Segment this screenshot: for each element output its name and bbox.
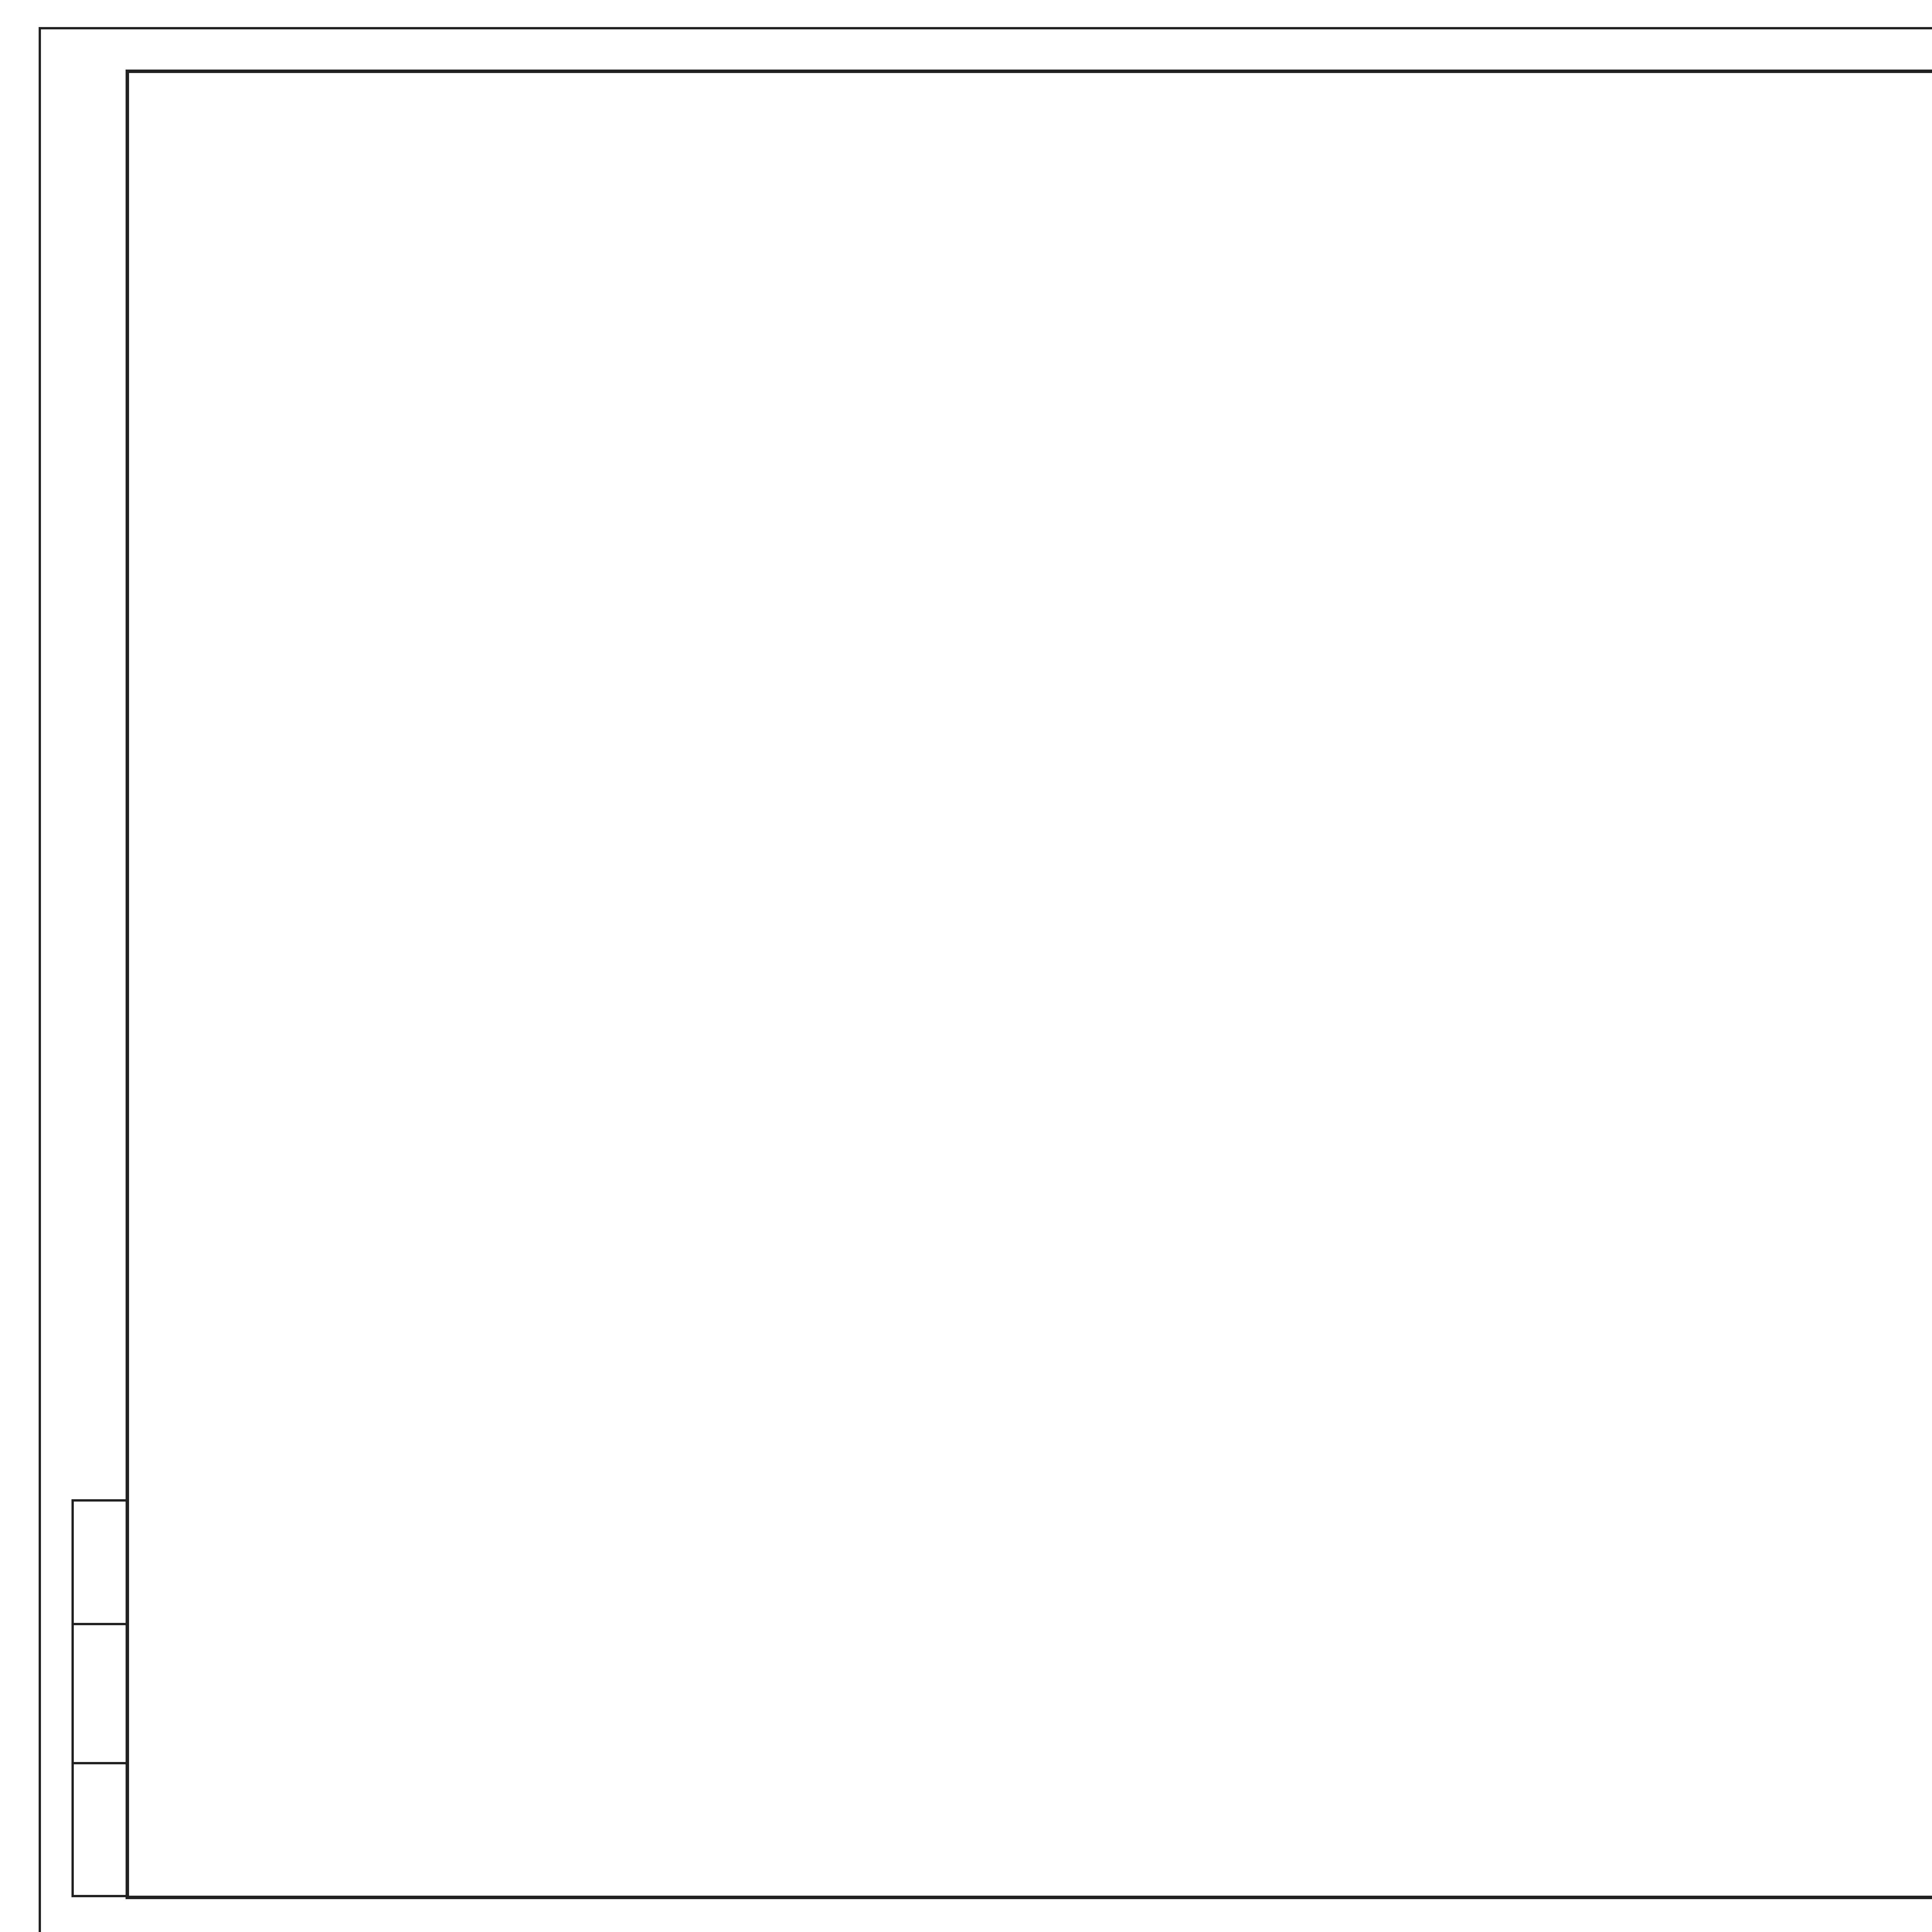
approval-stamp (71, 1499, 129, 1897)
drawing-frame (126, 70, 1932, 1899)
